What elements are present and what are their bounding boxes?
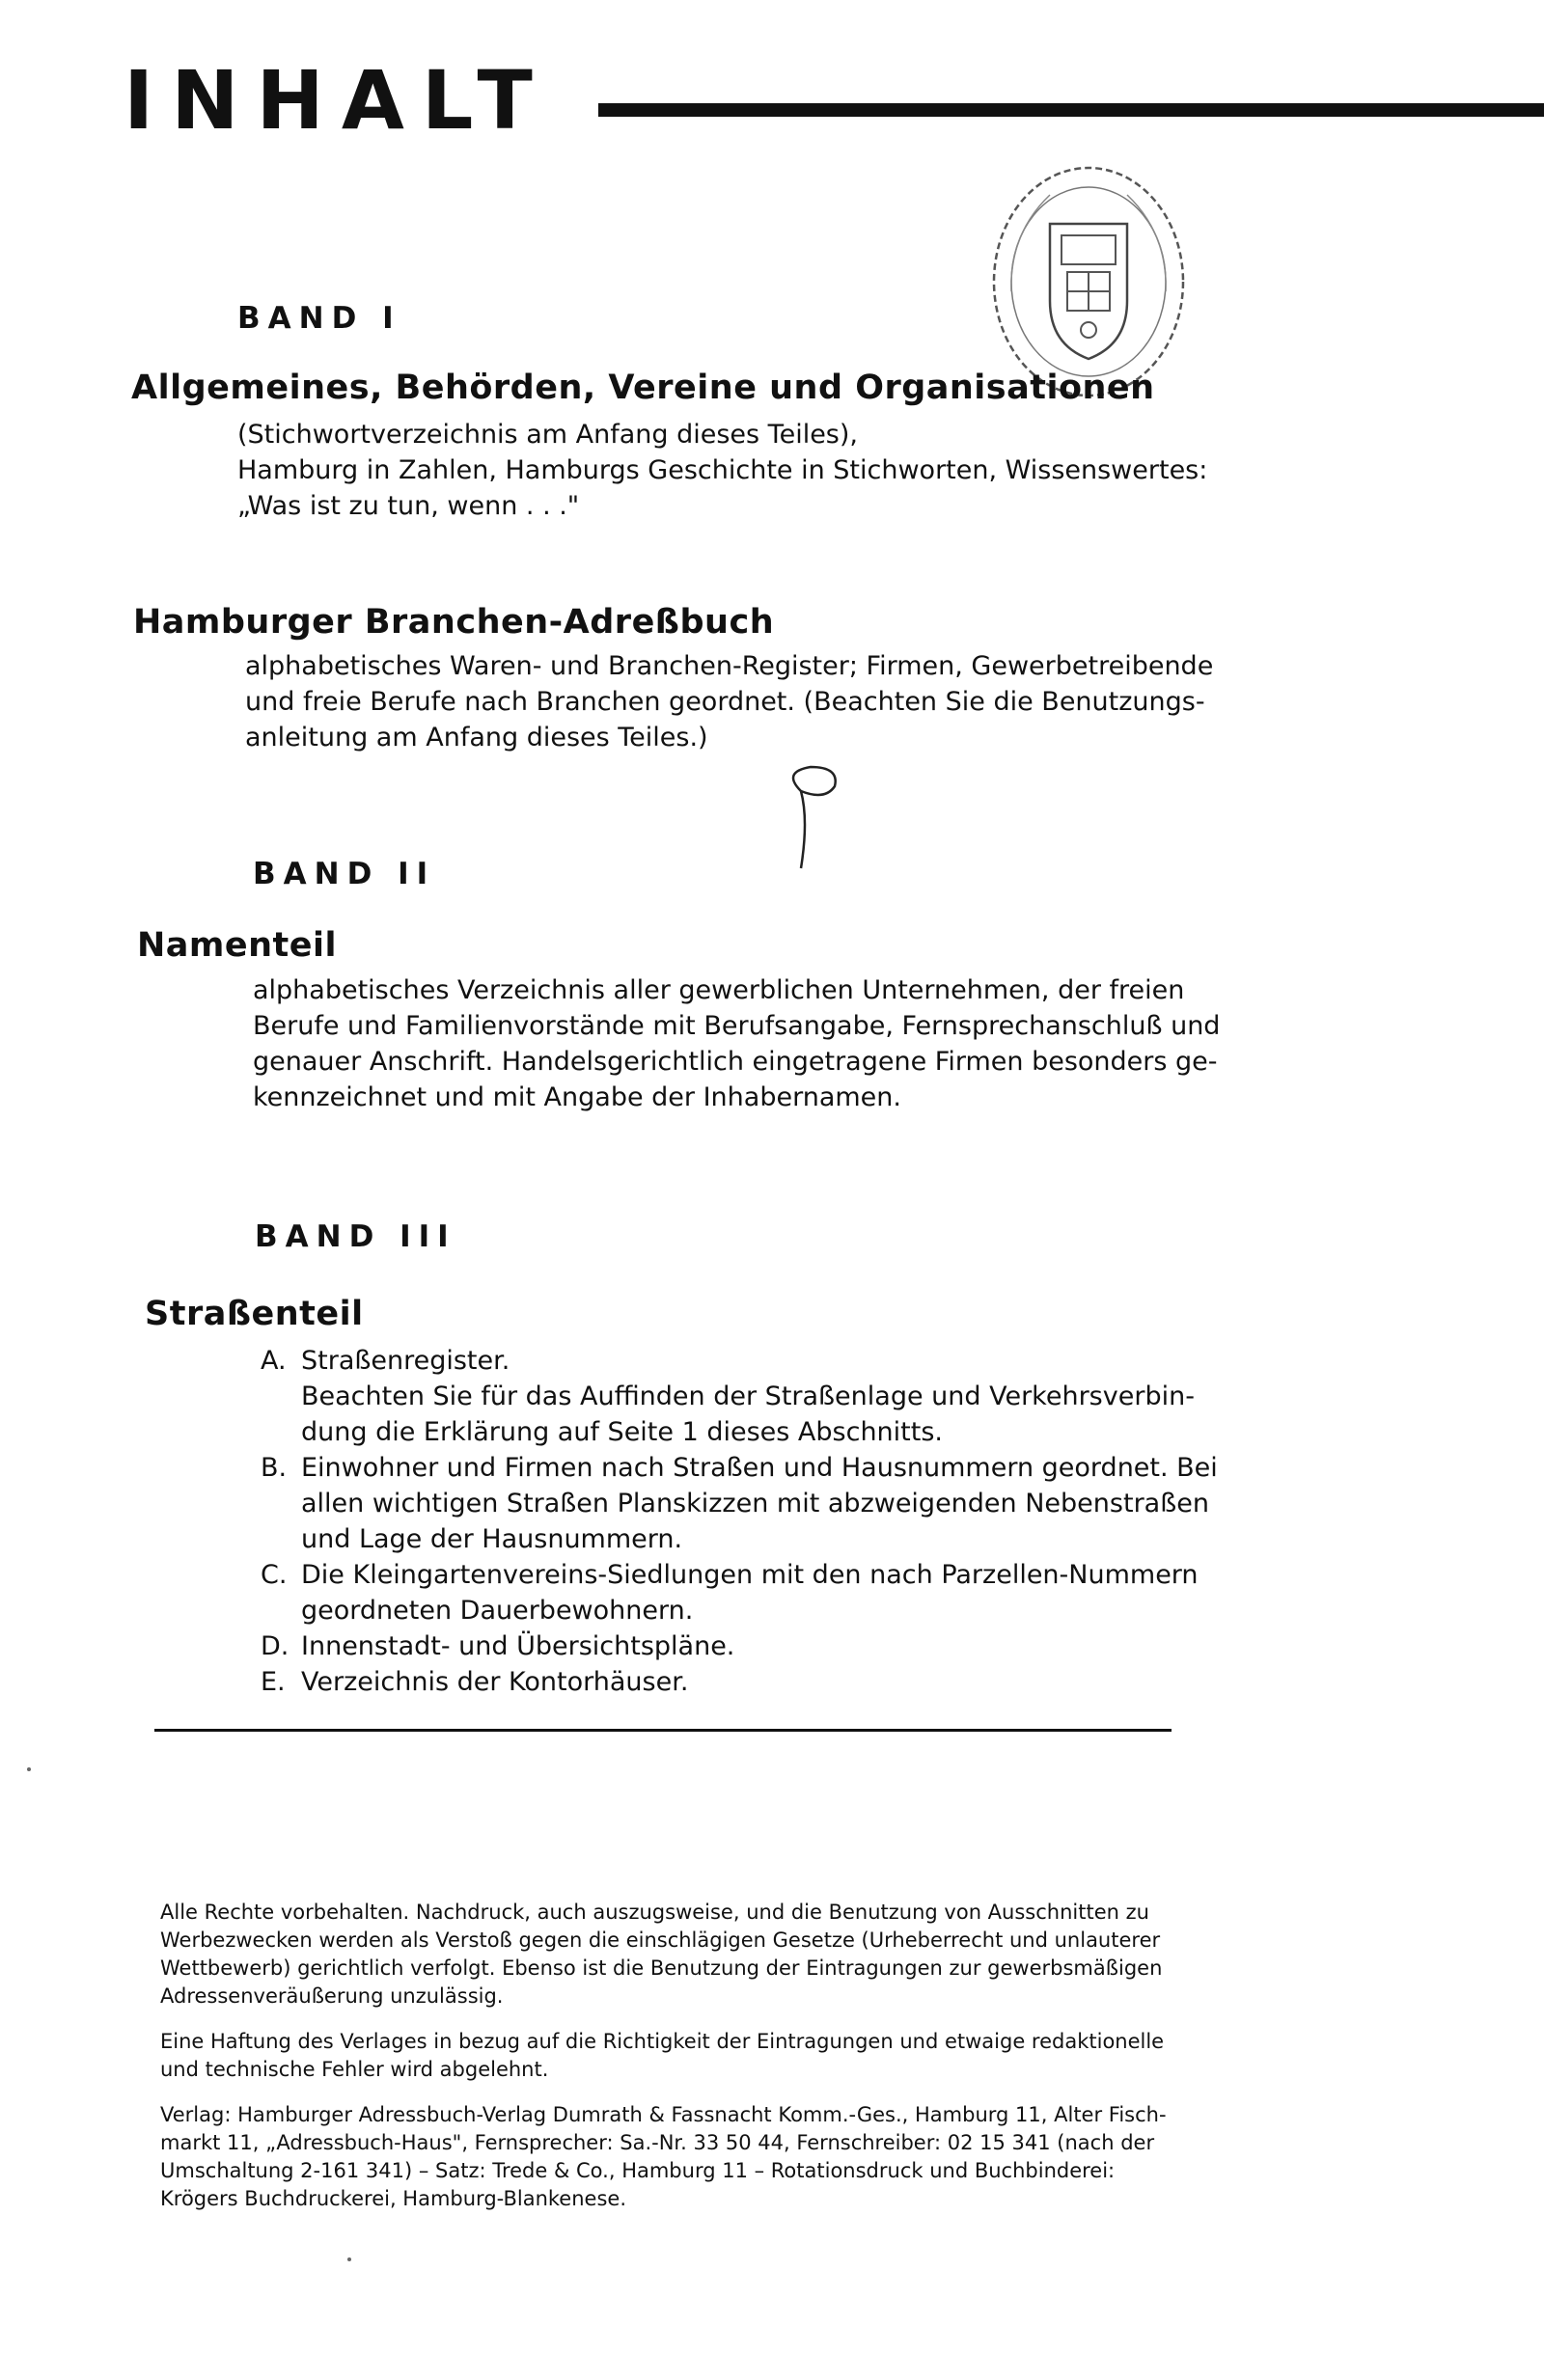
text-line: anleitung am Anfang dieses Teiles.) — [245, 723, 708, 752]
section-divider — [154, 1729, 1172, 1732]
text-line: Adressenveräußerung unzulässig. — [160, 1984, 504, 2008]
section-branchen-heading: Hamburger Branchen-Adreßbuch — [133, 603, 775, 642]
text-line: Verzeichnis der Kontorhäuser. — [301, 1667, 689, 1697]
list-item — [261, 1450, 1218, 1557]
text-line: Umschaltung 2-161 341) – Satz: Trede & Co., Hamburg 11 – Rotationsdruck und Buchbinderei: — [160, 2159, 1116, 2182]
list-item — [261, 1343, 1218, 1450]
list-item-letter: C. — [261, 1560, 288, 1590]
title-rule — [598, 103, 1544, 117]
text-line: Innenstadt- und Übersichtspläne. — [301, 1631, 735, 1661]
text-line: und freie Berufe nach Branchen geordnet. (Beachten Sie die Benutzungs- — [245, 687, 1205, 717]
rights-notice — [160, 1899, 1167, 2011]
text-line: Einwohner und Firmen nach Straßen und Hausnummern geordnet. Bei — [301, 1453, 1218, 1483]
page-title: INHALT — [124, 53, 550, 148]
text-line: Krögers Buchdruckerei, Hamburg-Blankenese. — [160, 2187, 626, 2210]
text-line: Werbezwecken werden als Verstoß gegen die einschlägigen Gesetze (Urheberrecht und unlauterer — [160, 1929, 1161, 1952]
publisher-notice — [160, 2101, 1167, 2213]
strassenteil-list — [261, 1343, 1218, 1700]
section-strassenteil-heading: Straßenteil — [145, 1295, 364, 1333]
text-line: Die Kleingartenvereins-Siedlungen mit den nach Parzellen-Nummern — [301, 1560, 1199, 1590]
text-line: Hamburg in Zahlen, Hamburgs Geschichte in Stichworten, Wissenswertes: — [237, 455, 1208, 485]
text-line: dung die Erklärung auf Seite 1 dieses Abschnitts. — [301, 1417, 943, 1447]
section-branchen-text — [245, 648, 1213, 755]
list-item-letter: B. — [261, 1453, 288, 1483]
text-line: Beachten Sie für das Auffinden der Straßenlage und Verkehrsverbin- — [301, 1381, 1195, 1411]
text-line: und technische Fehler wird abgelehnt. — [160, 2058, 549, 2081]
text-line: kennzeichnet und mit Angabe der Inhabernamen. — [253, 1082, 901, 1112]
text-line: und Lage der Hausnummern. — [301, 1524, 683, 1554]
text-line: „Was ist zu tun, wenn . . ." — [237, 491, 580, 521]
text-line: Berufe und Familienvorstände mit Berufsangabe, Fernsprechanschluß und — [253, 1011, 1221, 1041]
text-line: markt 11, „Adressbuch-Haus", Fernsprecher: Sa.-Nr. 33 50 44, Fernschreiber: 02 15 341 (nach der — [160, 2131, 1155, 2154]
band-2-label: BAND II — [253, 857, 436, 891]
text-line: Straßenregister. — [301, 1346, 510, 1376]
list-item — [261, 1628, 1218, 1664]
section-allgemeines-text — [237, 417, 1207, 524]
section-allgemeines-heading: Allgemeines, Behörden, Vereine und Organisationen — [131, 369, 1155, 407]
legal-notes — [160, 1899, 1167, 2230]
band-1-label: BAND I — [237, 301, 401, 336]
section-namenteil-text — [253, 972, 1220, 1115]
text-line: Alle Rechte vorbehalten. Nachdruck, auch auszugsweise, und die Benutzung von Ausschnitten zu — [160, 1901, 1149, 1924]
text-line: alphabetisches Waren- und Branchen-Register; Firmen, Gewerbetreibende — [245, 651, 1214, 681]
text-line: Wettbewerb) gerichtlich verfolgt. Ebenso ist die Benutzung der Eintragungen zur gewerbsmäßigen — [160, 1956, 1163, 1980]
text-line: genauer Anschrift. Handelsgerichtlich eingetragene Firmen besonders ge- — [253, 1047, 1218, 1077]
text-line: geordneten Dauerbewohnern. — [301, 1596, 694, 1626]
band-3-label: BAND III — [255, 1219, 456, 1254]
list-item — [261, 1664, 1218, 1700]
section-namenteil-heading: Namenteil — [137, 926, 337, 965]
list-item-letter: D. — [261, 1631, 290, 1661]
handwritten-mark — [762, 762, 859, 878]
list-item-letter: E. — [261, 1667, 286, 1697]
list-item — [261, 1557, 1218, 1628]
scan-speck — [347, 2257, 351, 2261]
text-line: allen wichtigen Straßen Planskizzen mit abzweigenden Nebenstraßen — [301, 1489, 1209, 1518]
text-line: Verlag: Hamburger Adressbuch-Verlag Dumrath & Fassnacht Komm.-Ges., Hamburg 11, Alter Fisch- — [160, 2103, 1167, 2126]
text-line: (Stichwortverzeichnis am Anfang dieses Teiles), — [237, 420, 858, 450]
text-line: Eine Haftung des Verlages in bezug auf die Richtigkeit der Eintragungen und etwaige redaktionelle — [160, 2030, 1165, 2053]
liability-notice — [160, 2028, 1167, 2084]
list-item-letter: A. — [261, 1346, 287, 1376]
scan-speck — [27, 1767, 31, 1771]
text-line: alphabetisches Verzeichnis aller gewerblichen Unternehmen, der freien — [253, 975, 1185, 1005]
